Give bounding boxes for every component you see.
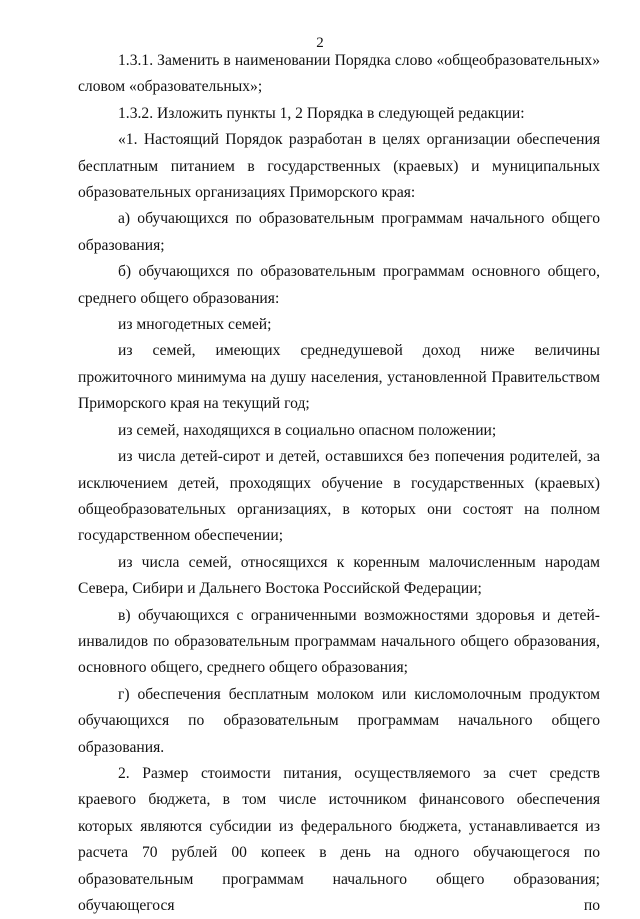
paragraph-subpoint-a: а) обучающихся по образовательным программам начального общего образования;	[78, 210, 600, 254]
paragraph-1-3-2: 1.3.2. Изложить пункты 1, 2 Порядка в следующей редакции:	[118, 104, 525, 122]
page-number: 2	[316, 35, 324, 51]
paragraph-subpoint-g: г) обеспечения бесплатным молоком или кисломолочным продуктом обучающихся по образовательным программам начального общего образования.	[78, 685, 600, 756]
paragraph-socially-dangerous: из семей, находящихся в социально опасном положении;	[118, 421, 497, 439]
paragraph-point-1: «1. Настоящий Порядок разработан в целях организации обеспечения бесплатным питанием в государственных (краевых) и муниципальных образовательных организациях Приморского края:	[78, 131, 600, 202]
paragraph-large-families: из многодетных семей;	[118, 316, 272, 334]
paragraph-subpoint-v: в) обучающихся с ограниченными возможностями здоровья и детей-инвалидов по образовательным программам начального общего образования, основного общего, среднего общего образования;	[78, 606, 600, 677]
paragraph-low-income: из семей, имеющих среднедушевой доход ниже величины прожиточного минимума на душу населения, установленной Правительством Приморского края на текущий год;	[78, 342, 600, 413]
paragraph-orphans: из числа детей-сирот и детей, оставшихся без попечения родителей, за исключением детей, проходящих обучение в государственных (краевых) общеобразовательных организациях, в которых они состоят на полном государственном обеспечении;	[78, 448, 600, 545]
document-body	[78, 48, 600, 919]
paragraph-subpoint-b: б) обучающихся по образовательным программам основного общего, среднего общего образования:	[78, 263, 600, 307]
paragraph-point-2: 2. Размер стоимости питания, осуществляемого за счет средств краевого бюджета, в том числе источником финансового обеспечения которых являются субсидии из федерального бюджета, устанавливается из расчета 70 рублей 00 копеек в день на одного обучающегося по образовательным программам начального общего образования; обучающегося по	[78, 764, 600, 914]
paragraph-1-3-1: 1.3.1. Заменить в наименовании Порядка слово «общеобразовательных» словом «образовательных»;	[78, 52, 600, 96]
paragraph-indigenous: из числа семей, относящихся к коренным малочисленным народам Севера, Сибири и Дальнего Востока Российской Федерации;	[78, 553, 600, 598]
